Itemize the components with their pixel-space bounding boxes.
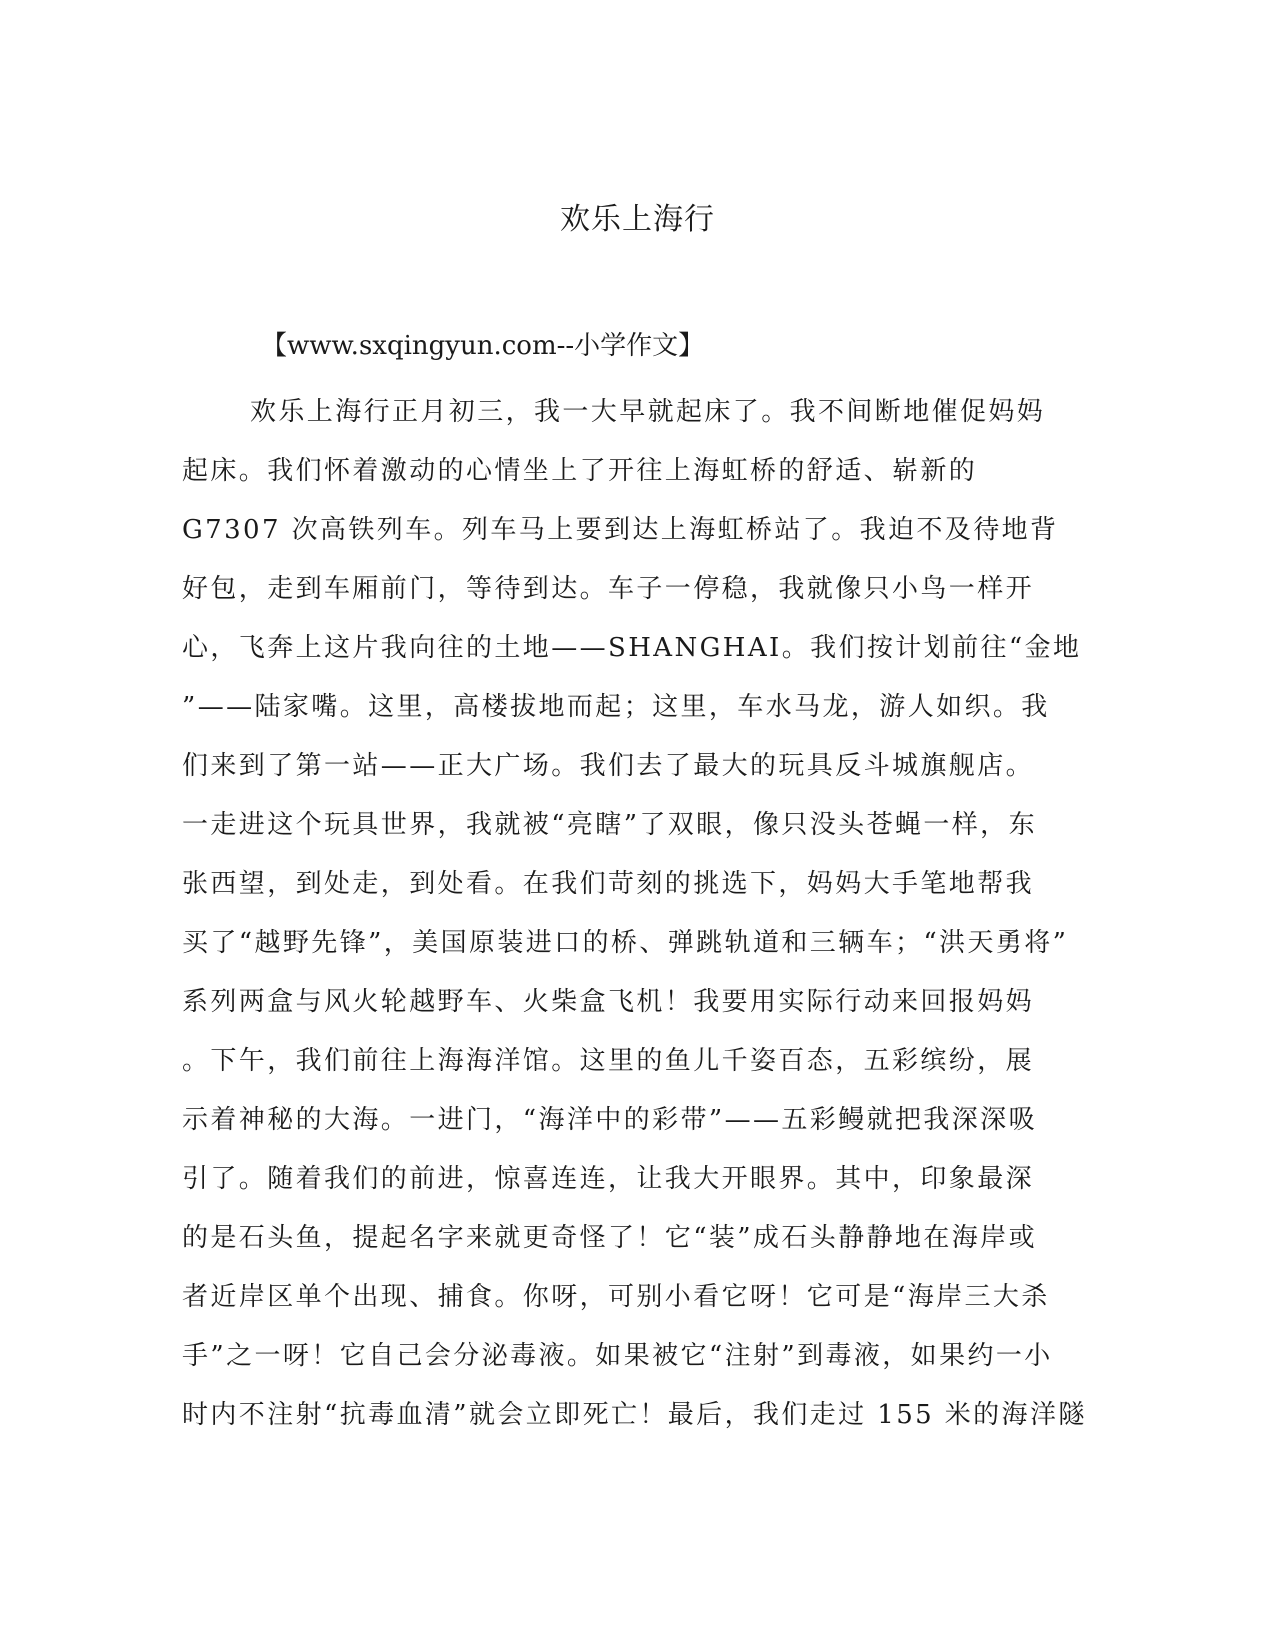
body-line: G7307 次高铁列车。列车马上要到达上海虹桥站了。我迫不及待地背 [182, 515, 1059, 545]
body-line: 们来到了第一站——正大广场。我们去了最大的玩具反斗城旗舰店。 [182, 751, 1035, 781]
body-line: 示着神秘的大海。一进门，“海洋中的彩带”——五彩鳗就把我深深吸 [182, 1105, 1037, 1135]
body-line: 好包，走到车厢前门，等待到达。车子一停稳，我就像只小鸟一样开 [182, 574, 1035, 604]
body-line: 起床。我们怀着激动的心情坐上了开往上海虹桥的舒适、崭新的 [182, 456, 978, 486]
body-line: ”——陆家嘴。这里，高楼拔地而起；这里，车水马龙，游人如织。我 [182, 692, 1050, 722]
body-line: 心，飞奔上这片我向往的土地——SHANGHAI。我们按计划前往“金地 [182, 633, 1082, 663]
body-line: 一走进这个玩具世界，我就被“亮瞎”了双眼，像只没头苍蝇一样，东 [182, 810, 1037, 840]
article-body [182, 383, 1102, 1445]
body-line: 欢乐上海行正月初三，我一大早就起床了。我不间断地催促妈妈 [250, 397, 1046, 427]
body-line: 买了“越野先锋”，美国原装进口的桥、弹跳轨道和三辆车；“洪天勇将” [182, 928, 1069, 958]
body-line: 时内不注射“抗毒血清”就会立即死亡！最后，我们走过 155 米的海洋隧 [182, 1400, 1087, 1430]
source-tag: 【www.sxqingyun.com--小学作文】 [261, 331, 705, 361]
document-title: 欢乐上海行 [560, 202, 715, 237]
body-line: 。下午，我们前往上海海洋馆。这里的鱼儿千姿百态，五彩缤纷，展 [182, 1046, 1035, 1076]
body-line: 的是石头鱼，提起名字来就更奇怪了！它“装”成石头静静地在海岸或 [182, 1223, 1037, 1253]
body-line: 张西望，到处走，到处看。在我们苛刻的挑选下，妈妈大手笔地帮我 [182, 869, 1035, 899]
body-line: 系列两盒与风火轮越野车、火柴盒飞机！我要用实际行动来回报妈妈 [182, 987, 1035, 1017]
body-line: 手”之一呀！它自己会分泌毒液。如果被它“注射”到毒液，如果约一小 [182, 1341, 1053, 1371]
body-line: 者近岸区单个出现、捕食。你呀，可别小看它呀！它可是“海岸三大杀 [182, 1282, 1050, 1312]
body-line: 引了。随着我们的前进，惊喜连连，让我大开眼界。其中，印象最深 [182, 1164, 1035, 1194]
